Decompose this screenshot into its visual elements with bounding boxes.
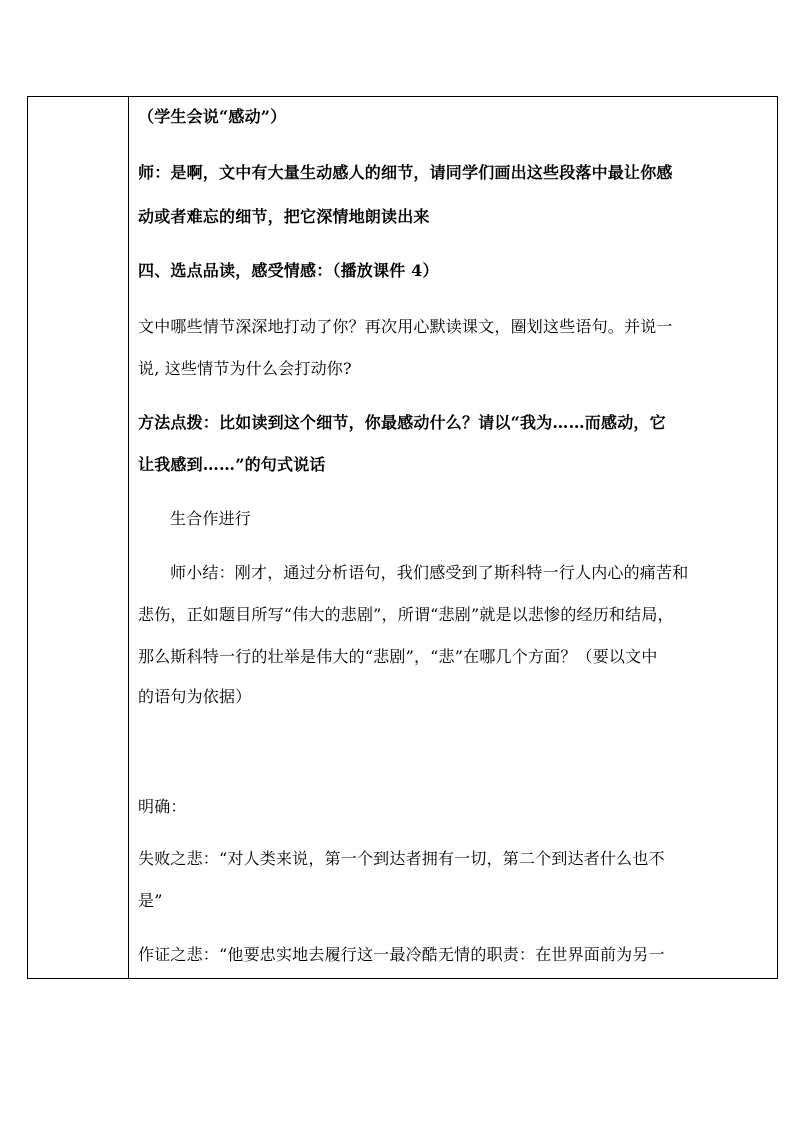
text-line-clarify: 明确： — [138, 797, 187, 816]
text-line-teacher-prompt-2: 动或者难忘的细节，把它深情地朗读出来 — [138, 207, 430, 226]
text-line-summary-3: 那么斯科特一行的壮举是伟大的“悲剧”，“悲”在哪几个方面？（要以文中 — [138, 647, 658, 666]
text-line-failure-1: 失败之悲：“对人类来说，第一个到达者拥有一切，第二个到达者什么也不 — [138, 849, 665, 868]
text-line-group-work: 生合作进行 — [170, 509, 252, 528]
table-left-column — [28, 97, 129, 978]
text-line-witness: 作证之悲：“他要忠实地去履行这一最冷酷无情的职责：在世界面前为另一 — [138, 945, 665, 964]
table-content-cell — [129, 97, 777, 978]
section-heading-four: 四、选点品读，感受情感：（播放课件 4） — [138, 261, 439, 280]
text-line-teacher-prompt-1: 师：是啊，文中有大量生动感人的细节，请同学们画出这些段落中最让你感 — [138, 163, 673, 182]
text-line-failure-2: 是” — [138, 891, 163, 910]
text-line-question-2: 说, 这些情节为什么会打动你? — [138, 359, 352, 378]
text-line-summary-4: 的语句为依据） — [138, 687, 252, 706]
text-line-summary-1: 师小结：刚才，通过分析语句，我们感受到了斯科特一行人内心的痛苦和 — [170, 563, 689, 582]
text-line-students-feeling: （学生会说“感动”） — [138, 107, 287, 126]
text-line-question-1: 文中哪些情节深深地打动了你？再次用心默读课文，圈划这些语句。并说一 — [138, 317, 673, 336]
text-line-method-2: 让我感到……”的句式说话 — [138, 455, 326, 474]
lesson-table — [27, 96, 778, 979]
text-line-method-1: 方法点拨：比如读到这个细节，你最感动什么？请以“我为……而感动，它 — [138, 413, 666, 432]
text-line-summary-2: 悲伤，正如题目所写“伟大的悲剧”，所谓“悲剧”就是以悲惨的经历和结局， — [138, 605, 674, 624]
